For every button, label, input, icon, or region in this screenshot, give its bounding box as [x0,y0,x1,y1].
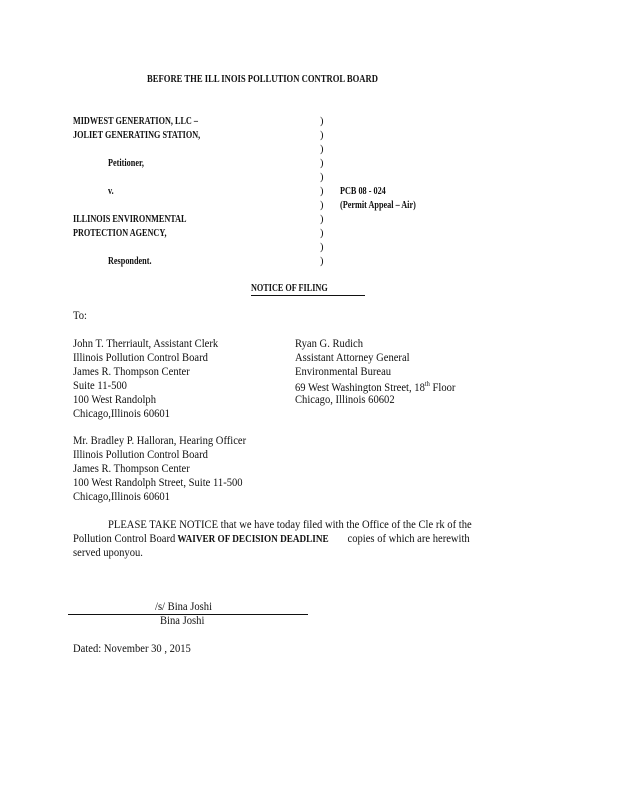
address-line: John T. Therriault, Assistant Clerk [73,338,219,350]
signer-name: Bina Joshi [160,615,205,627]
caption-paren: ) [320,186,324,197]
respondent-name-line1: ILLINOIS ENVIRONMENTAL [73,214,187,225]
address-line: Mr. Bradley P. Halloran, Hearing Officer [73,435,247,447]
respondent-name-line2: PROTECTION AGENCY, [73,228,167,239]
body-text: Pollution Control Board [73,533,176,545]
caption-paren: ) [320,130,324,141]
caption-paren: ) [320,256,324,267]
document-name-text: WAIVER OF DECISION DEADLINE [177,534,329,545]
petitioner-role: Petitioner, [108,158,144,169]
notice-body-line3: served uponyou. [73,547,143,559]
caption-paren: ) [320,200,324,211]
address-line: Illinois Pollution Control Board [73,352,208,364]
notice-title-underline [251,295,365,296]
street-text: 69 West Washington Street, 18 [295,381,425,394]
notice-body-line1: PLEASE TAKE NOTICE that we have today filed with the Office of the Cle rk of the [108,519,472,531]
document-heading: BEFORE THE ILL INOIS POLLUTION CONTROL BOARD [147,74,378,85]
caption-paren: ) [320,172,324,183]
address-line-floor [295,380,455,394]
versus-label: v. [108,186,114,197]
address-line: James R. Thompson Center [73,366,190,378]
body-text: copies of which are herewith [347,533,470,545]
floor-text: Floor [429,381,456,394]
case-number: PCB 08 - 024 [340,186,386,197]
petitioner-name-line1: MIDWEST GENERATION, LLC – [73,116,198,127]
address-line: Chicago,Illinois 60601 [73,491,170,503]
address-line: Ryan G. Rudich [295,338,364,350]
caption-paren: ) [320,228,324,239]
address-line: James R. Thompson Center [73,463,190,475]
respondent-role: Respondent. [108,256,152,267]
caption-paren: ) [320,214,324,225]
address-line: Chicago,Illinois 60601 [73,408,170,420]
caption-paren: ) [320,116,324,127]
dated-line: Dated: November 30 , 2015 [73,643,191,655]
signature-text: /s/ Bina Joshi [155,601,213,613]
notice-body-line2 [73,533,470,545]
caption-paren: ) [320,144,324,155]
address-line: Suite 11-500 [73,380,127,392]
case-type: (Permit Appeal – Air) [340,200,416,211]
caption-paren: ) [320,242,324,253]
address-line: Environmental Bureau [295,366,392,378]
to-label: To: [73,310,87,322]
notice-title: NOTICE OF FILING [251,283,328,294]
ordinal-suffix: th [424,380,430,388]
address-line: 100 West Randolph Street, Suite 11-500 [73,477,243,489]
caption-paren: ) [320,158,324,169]
document-name-bold [175,534,331,545]
address-line: Illinois Pollution Control Board [73,449,208,461]
address-line: Assistant Attorney General [295,352,410,364]
petitioner-name-line2: JOLIET GENERATING STATION, [73,130,201,141]
address-line: Chicago, Illinois 60602 [295,394,395,406]
address-line: 100 West Randolph [73,394,157,406]
